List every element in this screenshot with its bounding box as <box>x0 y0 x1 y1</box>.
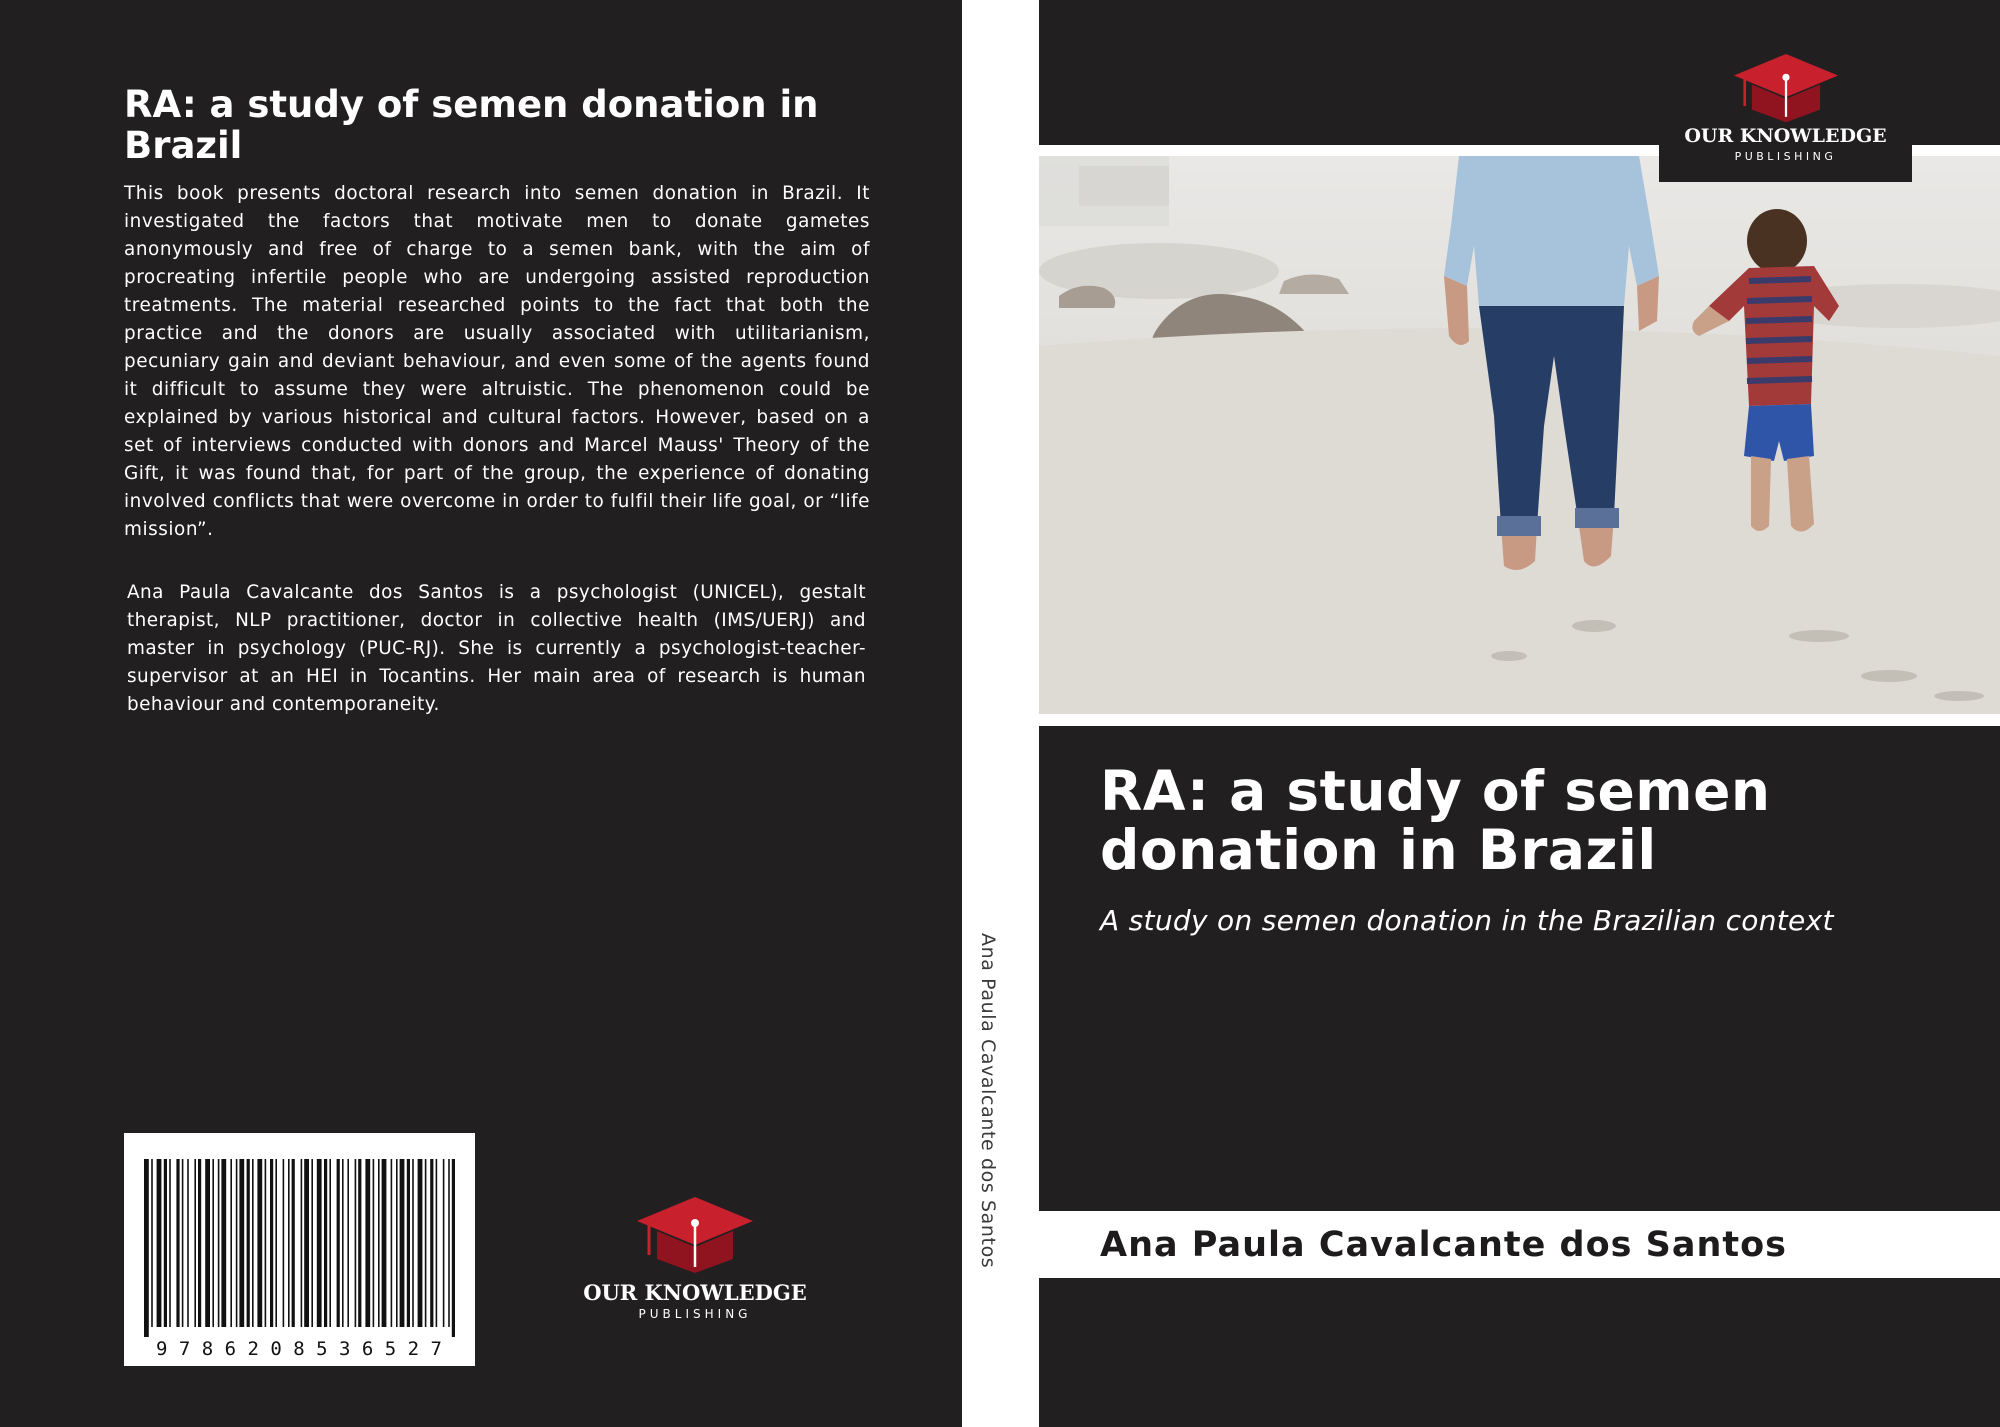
barcode-bar <box>378 1159 380 1327</box>
graduation-cap-icon <box>1731 54 1841 124</box>
barcode-bar <box>342 1159 344 1327</box>
barcode-bar <box>164 1159 167 1327</box>
barcode-bar <box>304 1159 309 1327</box>
barcode-bar <box>448 1159 450 1327</box>
barcode-bar <box>236 1159 238 1327</box>
barcode-bar <box>311 1159 313 1327</box>
barcode-bar <box>324 1159 327 1327</box>
barcode-bar <box>275 1159 277 1327</box>
back-cover-blurb: This book presents doctoral research into semen donation in Brazil. It investigated the factors that motivate men to donate gametes anonymously and free of charge to a semen bank, with the aim of procreating infertile people who are undergoing assisted reproduction treatments. The material researched points to the fact that both the practice and the donors are usually associated with utilitarianism, pecuniary gain and deviant behaviour, and even some of the agents found it difficult to assume they were altruistic. The phenomenon could be explained by various historical and cultural factors. However, based on a set of interviews conducted with donors and Marcel Mauss' Theory of the Gift, it was found that, for part of the group, the experience of donating involved conflicts that were overcome in order to fulfil their life goal, or “life mission”. <box>124 183 870 540</box>
barcode-bar <box>230 1159 232 1327</box>
barcode-bar <box>452 1159 455 1337</box>
front-cover-title: RA: a study of semen donation in Brazil <box>1100 759 1771 882</box>
front-cover-subtitle: A study on semen donation in the Brazilian context <box>1100 904 1834 937</box>
barcode-bar <box>270 1159 273 1327</box>
barcode-bar <box>205 1159 210 1327</box>
publisher-sub: PUBLISHING <box>1734 150 1837 163</box>
barcode-digits: 9 7 8 6 2 0 8 5 3 6 5 2 7 <box>156 1338 442 1360</box>
spine-author: Ana Paula Cavalcante dos Santos <box>977 933 999 1269</box>
barcode-bar <box>252 1159 254 1327</box>
barcode-bar <box>400 1159 405 1327</box>
barcode-bar <box>187 1159 189 1327</box>
front-bottom-band <box>1039 1278 2000 1427</box>
barcode-bar <box>337 1159 340 1327</box>
barcode-bar <box>382 1159 387 1327</box>
back-publisher-logo <box>575 1197 815 1327</box>
barcode-bar <box>283 1159 285 1327</box>
barcode-bar <box>144 1159 149 1337</box>
barcode-bar <box>317 1159 322 1327</box>
barcode-bars <box>124 1133 475 1366</box>
publisher-name: OUR KNOWLEDGE <box>583 1280 807 1305</box>
barcode-bar <box>443 1159 445 1327</box>
barcode-bar <box>407 1159 410 1327</box>
barcode-bar <box>365 1159 370 1327</box>
barcode-bar <box>157 1159 162 1327</box>
barcode-bar <box>218 1159 220 1327</box>
barcode-bar <box>391 1159 393 1327</box>
spine <box>962 0 1039 1427</box>
cover-photo-illustration <box>1039 156 2000 714</box>
barcode-bar <box>221 1159 226 1327</box>
barcode-bar <box>257 1159 262 1327</box>
front-publisher-logo <box>1659 40 1912 182</box>
barcode-bar <box>347 1159 349 1327</box>
front-cover-author: Ana Paula Cavalcante dos Santos <box>1100 1225 1787 1265</box>
barcode-bar <box>194 1159 196 1327</box>
barcode-bar <box>436 1159 438 1327</box>
barcode-bar <box>329 1159 331 1327</box>
graduation-cap-icon <box>635 1197 755 1275</box>
cover-photo <box>1039 156 2000 714</box>
back-cover-title: RA: a study of semen donation in Brazil <box>124 83 819 167</box>
barcode-bar <box>176 1159 179 1327</box>
barcode-bar <box>151 1159 153 1327</box>
author-bio: Ana Paula Cavalcante dos Santos is a psychologist (UNICEL), gestalt therapist, NLP practitioner, doctor in collective health (IMS/UERJ) and master in psychology (PUC-RJ). She is currently a psychologist-teacher-supervisor at an HEI in Tocantins. Her main area of research is human behaviour and contemporaneity. <box>127 582 866 715</box>
publisher-name: OUR KNOWLEDGE <box>1684 125 1887 147</box>
barcode-bar <box>425 1159 427 1327</box>
barcode-bar <box>373 1159 375 1327</box>
barcode-bar <box>247 1159 250 1327</box>
barcode-bar <box>288 1159 290 1327</box>
barcode-bar <box>292 1159 295 1327</box>
isbn-barcode <box>124 1133 475 1366</box>
barcode-bar <box>430 1159 433 1327</box>
barcode-bar <box>355 1159 357 1327</box>
barcode-bar <box>265 1159 267 1327</box>
publisher-sub: PUBLISHING <box>638 1307 752 1321</box>
barcode-bar <box>239 1159 244 1327</box>
barcode-bar <box>182 1159 184 1327</box>
barcode-bar <box>396 1159 398 1327</box>
barcode-bar <box>301 1159 303 1327</box>
barcode-bar <box>198 1159 201 1327</box>
barcode-bar <box>412 1159 414 1327</box>
barcode-bar <box>418 1159 423 1327</box>
barcode-bar <box>358 1159 361 1327</box>
barcode-bar <box>212 1159 214 1327</box>
barcode-bar <box>169 1159 171 1327</box>
